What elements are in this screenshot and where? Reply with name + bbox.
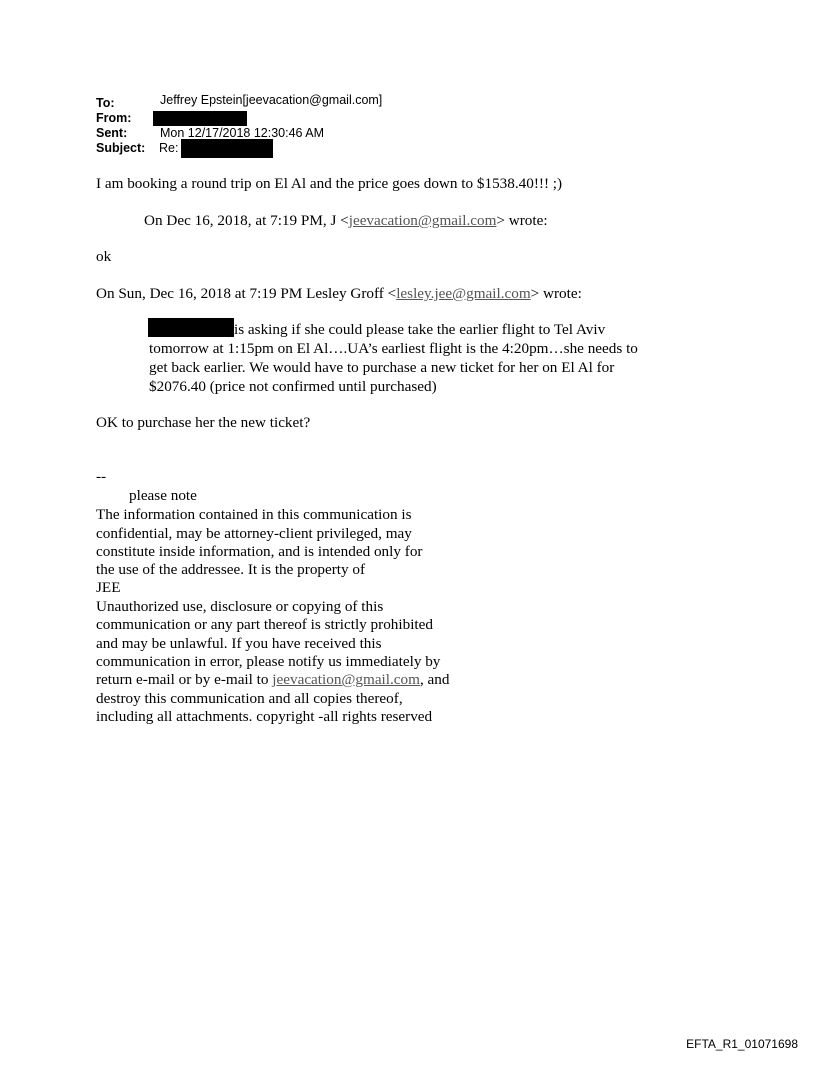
- from-row: [96, 111, 382, 126]
- redaction-box: [181, 139, 273, 158]
- disclaimer-line: communication or any part thereof is strictly prohibited: [96, 616, 433, 633]
- email-link[interactable]: jeevacation@gmail.com: [348, 212, 497, 229]
- sent-row: [96, 126, 382, 141]
- quoted-line: get back earlier. We would have to purchase a new ticket for her on El Al for: [149, 359, 615, 376]
- question-line: OK to purchase her the new ticket?: [96, 414, 311, 431]
- subject-row: [96, 141, 382, 156]
- attribution-suffix: > wrote:: [496, 212, 548, 229]
- disclaimer-line: confidential, may be attorney-client privileged, may: [96, 525, 412, 542]
- disclaimer-line: [96, 670, 449, 689]
- disclaimer-line: destroy this communication and all copies thereof,: [96, 690, 403, 707]
- from-label: From:: [96, 111, 132, 125]
- email-link[interactable]: lesley.jee@gmail.com: [396, 285, 531, 302]
- to-label: To:: [96, 96, 115, 110]
- disclaimer-line: The information contained in this communication is: [96, 506, 412, 523]
- quote-attribution: [144, 211, 548, 230]
- reply-text: ok: [96, 248, 112, 265]
- disclaimer-line: constitute inside information, and is intended only for: [96, 543, 423, 560]
- return-prefix: return e-mail or by e-mail to: [96, 671, 273, 688]
- email-link[interactable]: jeevacation@gmail.com: [272, 671, 420, 688]
- document-id: EFTA_R1_01071698: [686, 1037, 798, 1051]
- quoted-line: is asking if she could please take the earlier flight to Tel Aviv: [234, 321, 606, 338]
- attribution-prefix: On Sun, Dec 16, 2018 at 7:19 PM Lesley Groff <: [96, 285, 397, 302]
- sent-value: Mon 12/17/2018 12:30:46 AM: [160, 126, 325, 140]
- subject-value: Re: /: [159, 141, 186, 155]
- attribution-suffix: > wrote:: [530, 285, 582, 302]
- quoted-line: tomorrow at 1:15pm on El Al….UA’s earliest flight is the 4:20pm…she needs to: [149, 340, 638, 357]
- to-row: [96, 93, 383, 111]
- redaction-box: [153, 111, 247, 126]
- quote-attribution: [96, 284, 582, 303]
- email-header: [96, 93, 383, 156]
- disclaimer-line: Unauthorized use, disclosure or copying of this: [96, 598, 384, 615]
- to-value: Jeffrey Epstein[jeevacation@gmail.com]: [160, 93, 383, 107]
- redaction-box: [148, 318, 234, 337]
- disclaimer-line: communication in error, please notify us immediately by: [96, 653, 441, 670]
- attribution-prefix: On Dec 16, 2018, at 7:19 PM, J <: [144, 212, 349, 229]
- quoted-line: $2076.40 (price not confirmed until purchased): [149, 378, 437, 395]
- disclaimer-line: and may be unlawful. If you have received this: [96, 635, 382, 652]
- signature-note: please note: [129, 487, 197, 504]
- disclaimer-line: the use of the addressee. It is the property of: [96, 561, 366, 578]
- signature-separator: --: [96, 468, 107, 485]
- return-suffix: , and: [419, 671, 450, 688]
- sent-label: Sent:: [96, 126, 128, 140]
- disclaimer-line: including all attachments. copyright -all rights reserved: [96, 708, 433, 725]
- disclaimer-line: JEE: [96, 579, 121, 596]
- message-line: I am booking a round trip on El Al and the price goes down to $1538.40!!! ;): [96, 175, 563, 192]
- subject-label: Subject:: [96, 141, 146, 155]
